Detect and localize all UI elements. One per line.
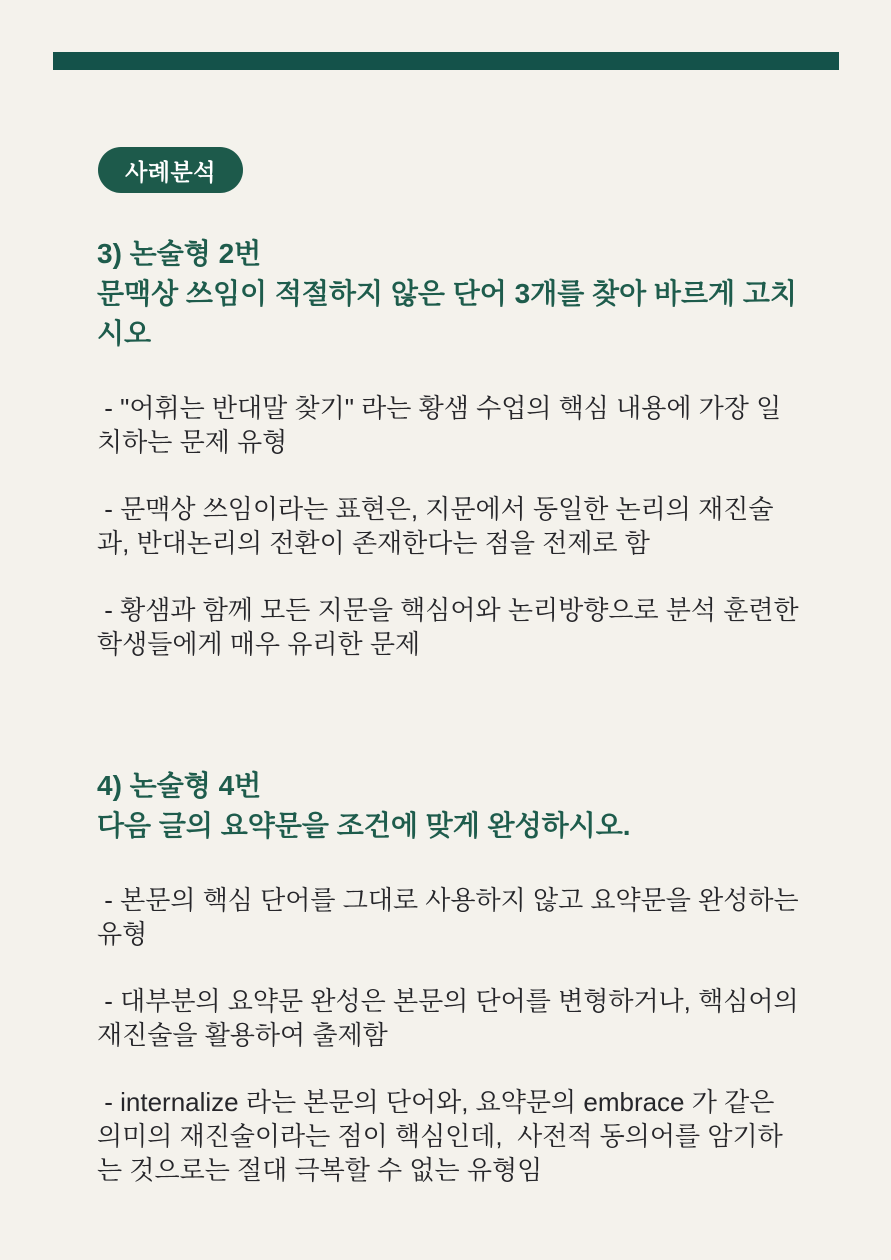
bullet-item: - 대부분의 요약문 완성은 본문의 단어를 변형하거나, 핵심어의 재진술을 활용하여 출제함 (97, 986, 806, 1050)
section-heading-line2: 다음 글의 요약문을 조건에 맞게 완성하시오. (97, 810, 631, 841)
bullet-item: - "어휘는 반대말 찾기" 라는 황샘 수업의 핵심 내용에 가장 일치하는 문제 유형 (97, 393, 782, 457)
bullet-item: - internalize 라는 본문의 단어와, 요약문의 embrace 가 같은 의미의 재진술이라는 점이 핵심인데, 사전적 동의어를 암기하는 것으로는 절대 극복할 수 없는 유형임 (97, 1087, 783, 1185)
section-heading (97, 234, 803, 354)
case-analysis-badge (98, 147, 243, 193)
document-content (97, 234, 806, 1187)
top-accent-bar (53, 52, 839, 70)
section-heading-line1: 4) 논술형 4번 (97, 770, 262, 801)
bullet-item: - 문맥상 쓰임이라는 표현은, 지문에서 동일한 논리의 재진술과, 반대논리의 전환이 존재한다는 점을 전제로 함 (97, 494, 774, 558)
bullet-item: - 본문의 핵심 단어를 그대로 사용하지 않고 요약문을 완성하는 유형 (97, 885, 806, 949)
bullet-item: - 황샘과 함께 모든 지문을 핵심어와 논리방향으로 분석 훈련한 학생들에게 매우 유리한 문제 (97, 595, 806, 659)
section-heading-line1: 3) 논술형 2번 (97, 238, 262, 269)
section-heading-line2: 문맥상 쓰임이 적절하지 않은 단어 3개를 찾아 바르게 고치시오 (97, 278, 797, 349)
section-essay-question-4 (97, 766, 806, 1187)
section-essay-question-2 (97, 234, 806, 661)
badge-label: 사례분석 (125, 158, 216, 185)
section-heading (97, 766, 803, 846)
